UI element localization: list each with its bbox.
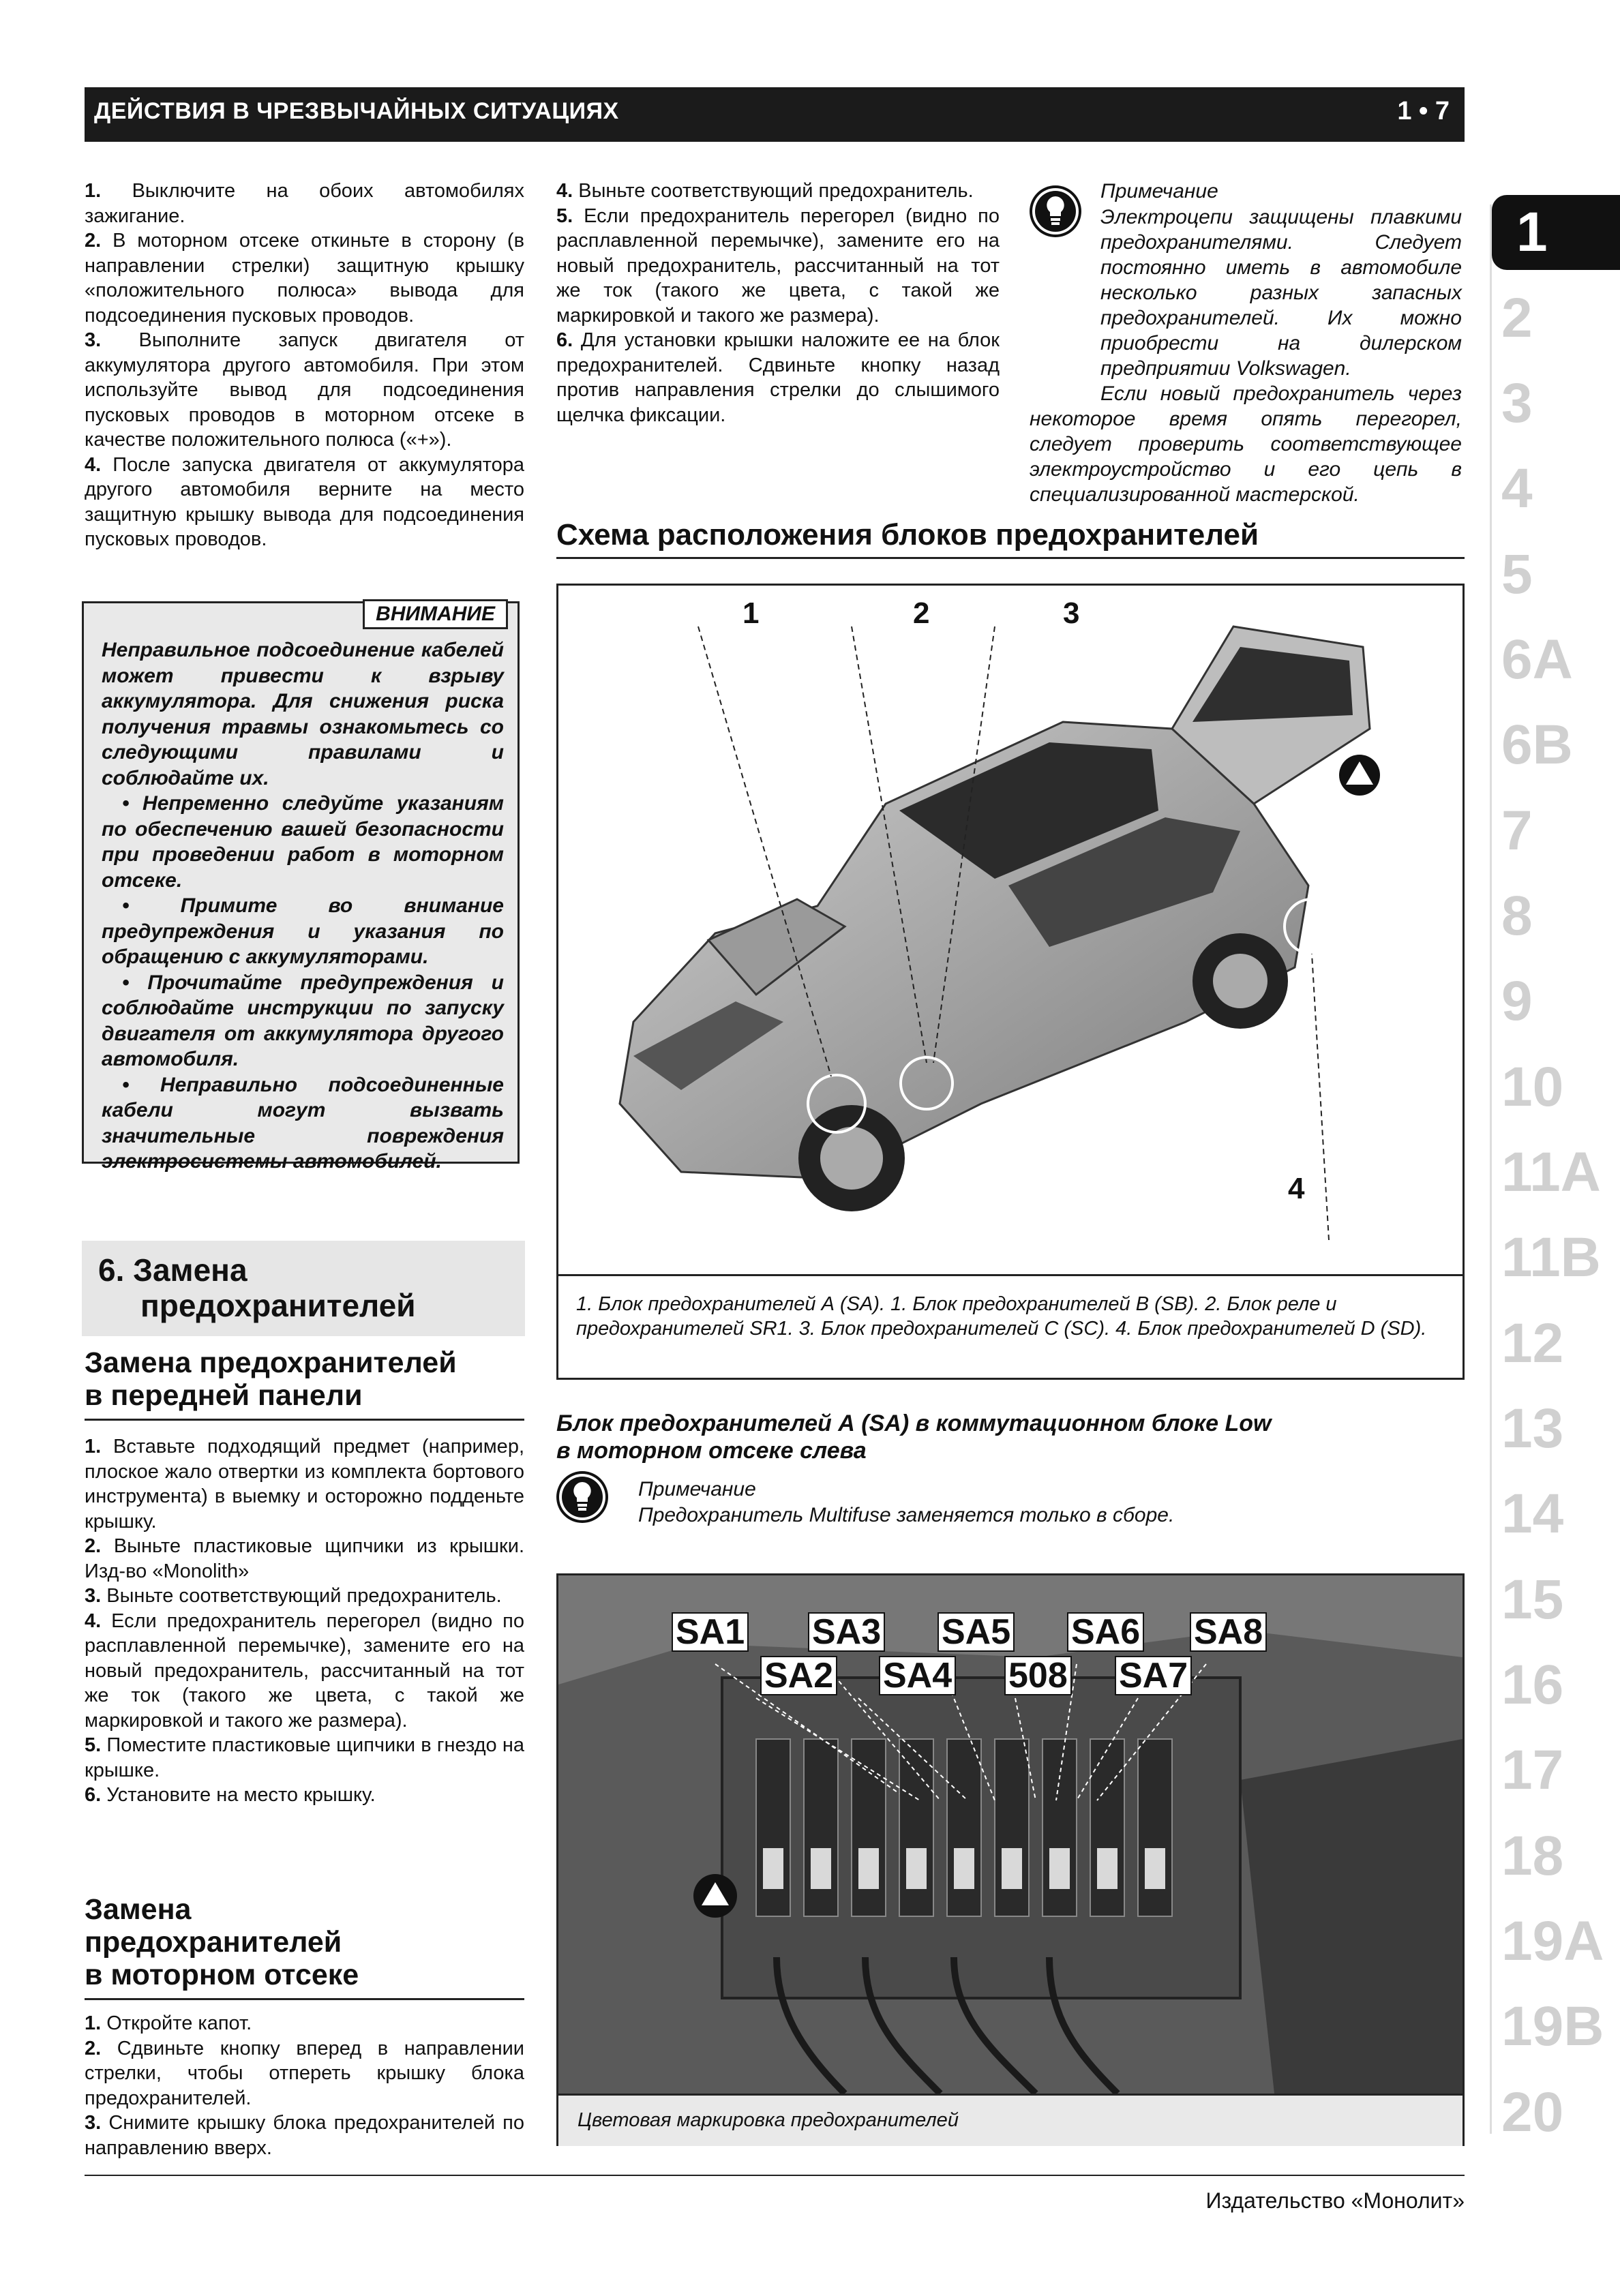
fuse-label: SA1 [672,1612,749,1652]
section-title-line1: 6. Замена [98,1252,247,1288]
figure1-caption: 1. Блок предохранителей А (SA). 1. Блок предохранителей В (SB). 2. Блок реле и предохранителей SR1. 3. Блок предохранителей С (SC). 4. Блок предохранителей D (SD). [576,1293,1427,1340]
chapter-tab-3[interactable]: 3 [1501,372,1533,434]
callout-1: 1 [742,596,760,630]
caption-bar [558,2094,1462,2146]
step-item: 4. После запуска двигателя от аккумулятора другого автомобиля верните на место защитную крышку вывода для подсоединения пусковых проводов. [85,453,524,550]
chapter-tab-2[interactable]: 2 [1501,287,1533,349]
step-item: 3. Выньте соответствующий предохранитель. [85,1585,502,1607]
chapter-tab-1[interactable]: 1 [1492,195,1620,270]
divider [85,1998,524,2000]
section-title [82,1241,525,1336]
fuse-label: SA2 [760,1656,837,1695]
chapter-tab-9[interactable]: 9 [1501,970,1533,1032]
divider [85,1419,524,1421]
chapter-tab-7[interactable]: 7 [1501,800,1533,862]
fuse-layout-figure [556,584,1465,1380]
chapter-tab-6b[interactable]: 6B [1501,714,1573,776]
figure2-caption: Цветовая маркировка предохранителей [578,2109,959,2131]
chapter-tab-13[interactable]: 13 [1501,1398,1564,1460]
block-a-note-text: Предохранитель Multifuse заменяется только в сборе. [638,1504,1175,1526]
step-item: 1. Откройте капот. [85,2012,252,2034]
step-item: 1. Выключите на обоих автомобилях зажигание. [85,180,524,227]
warning-bullet: • Прочитайте предупреждения и соблюдайте инструкции по запуску двигателя от аккумулятора другого автомобиля. [102,971,504,1070]
chapter-tab-20[interactable]: 20 [1501,2081,1564,2143]
note-text: Электроцепи защищены плавкими предохранителями. Следует постоянно иметь в автомобиле несколько разных запасных предохранителей. Их можно приобрести на дилерском предприятии Volkswagen. Если новый предохранитель через некоторое время опять перегорел, следует проверить соответствующее электроустройство и его цепь в специализированной мастерской. [1030,206,1462,506]
chapter-tab-5[interactable]: 5 [1501,543,1533,605]
subsection-title-engine-bay: Замена предохранителей в моторном отсеке [85,1893,359,1991]
subsection-title-front-panel: Замена предохранителей в передней панели [85,1346,457,1412]
callout-4: 4 [1288,1172,1305,1205]
divider [558,1274,1462,1276]
chapter-tab-15[interactable]: 15 [1501,1569,1564,1631]
warning-intro: Неправильное подсоединение кабелей может привести к взрыву аккумулятора. Для снижения риска получения травмы ознакомьтесь со следующими правилами и соблюдайте их. [102,639,504,789]
lightbulb-icon [556,1471,608,1523]
figure1-heading: Схема расположения блоков предохранителей [556,518,1259,552]
chapter-tab-12[interactable]: 12 [1501,1312,1564,1374]
divider [556,557,1465,559]
note-label: Примечание [1100,180,1218,202]
header-title: ДЕЙСТВИЯ В ЧРЕЗВЫЧАЙНЫХ СИТУАЦИЯХ [94,98,619,124]
step-item: 2. Сдвиньте кнопку вперед в направлении стрелки, чтобы отпереть крышку блока предохранителей. [85,2037,524,2109]
fuse-block-photo [558,1575,1462,2094]
sub2-steps [85,2011,524,2160]
col1-steps [85,179,524,552]
fuse-label: 508 [1004,1656,1072,1695]
col2-steps [556,179,1000,427]
block-a-heading: Блок предохранителей А (SA) в коммутационном блоке Low в моторном отсеке слева [556,1410,1272,1464]
header-bar [85,87,1465,142]
callout-3: 3 [1063,596,1080,630]
sub1-steps [85,1434,524,1808]
chapter-tab-14[interactable]: 14 [1501,1483,1564,1545]
chapter-tab-10[interactable]: 10 [1501,1056,1564,1118]
step-item: 6. Установите на место крышку. [85,1784,376,1806]
footer-divider [85,2175,1465,2176]
chapter-tab-11b[interactable]: 11B [1501,1226,1601,1288]
car-illustration [558,586,1462,1274]
warning-box [82,601,520,1173]
step-item: 2. В моторном отсеке откиньте в сторону (в направлении стрелки) защитную крышку «положительного полюса» вывода для подсоединения пусковых проводов. [85,230,524,327]
step-item: 3. Выполните запуск двигателя от аккумулятора другого автомобиля. При этом используйте вывод для подсоединения пусковых проводов в моторном отсеке в качестве положительного полюса («+»). [85,329,524,451]
warning-bullet: • Примите во внимание предупреждения и указания по обращению с аккумуляторами. [102,894,504,968]
page-number: 1 • 7 [1397,97,1450,125]
fuse-block-figure [556,1573,1465,2146]
step-item: 5. Поместите пластиковые щипчики в гнездо на крышке. [85,1734,524,1781]
chapter-tab-11a[interactable]: 11A [1501,1141,1601,1203]
chapter-tab-6a[interactable]: 6A [1501,629,1573,691]
fuse-label: SA7 [1115,1656,1192,1695]
callout-2: 2 [913,596,930,630]
section-title-line2: предохранителей [140,1288,416,1323]
step-item: 3. Снимите крышку блока предохранителей по направлению вверх. [85,2112,525,2159]
block-a-note-label: Примечание [638,1478,756,1500]
chapter-tab-19a[interactable]: 19A [1501,1910,1604,1972]
chapter-tab-17[interactable]: 17 [1501,1739,1564,1801]
warning-bullet: • Неправильно подсоединенные кабели могут вызвать значительные повреждения электросистемы автомобилей. [102,1073,504,1173]
step-item: 5. Если предохранитель перегорел (видно по расплавленной перемычке), замените его на новый предохранитель, рассчитанный на тот же ток (такого же цвета, с такой же маркировкой и такого же размера). [556,205,1000,327]
fuse-label: SA4 [879,1656,956,1695]
warning-bullet: • Непременно следуйте указаниям по обеспечению вашей безопасности при проведении работ в моторном отсеке. [102,792,504,892]
fuse-label: SA6 [1067,1612,1144,1652]
step-item: 1. Вставьте подходящий предмет (например, плоское жало отвертки из комплекта бортового инструмента) в выемку и осторожно подденьте крышку. [85,1436,524,1532]
warning-body [102,637,504,1175]
chapter-tab-4[interactable]: 4 [1501,457,1533,519]
step-item: 2. Выньте пластиковые щипчики из крышки. Изд-во «Monolith» [85,1535,524,1582]
chapter-tab-16[interactable]: 16 [1501,1654,1564,1716]
chapter-tab-8[interactable]: 8 [1501,885,1533,947]
fuse-label: SA5 [937,1612,1015,1652]
warning-title: ВНИМАНИЕ [363,599,508,629]
footer-publisher: Издательство «Монолит» [1205,2188,1465,2213]
chapter-tab-19b[interactable]: 19B [1501,1995,1604,2057]
fuse-label: SA8 [1190,1612,1267,1652]
chapter-tab-18[interactable]: 18 [1501,1825,1564,1887]
step-item: 4. Если предохранитель перегорел (видно по расплавленной перемычке), замените его на новый предохранитель, рассчитанный на тот же ток (такого же цвета, с такой же маркировкой и такого же размера). [85,1610,525,1732]
fuse-label: SA3 [808,1612,885,1652]
step-item: 4. Выньте соответствующий предохранитель. [556,180,974,202]
step-item: 6. Для установки крышки наложите ее на блок предохранителей. Сдвиньте кнопку назад против направления стрелки до слышимого щелчка фиксации. [556,329,1000,426]
